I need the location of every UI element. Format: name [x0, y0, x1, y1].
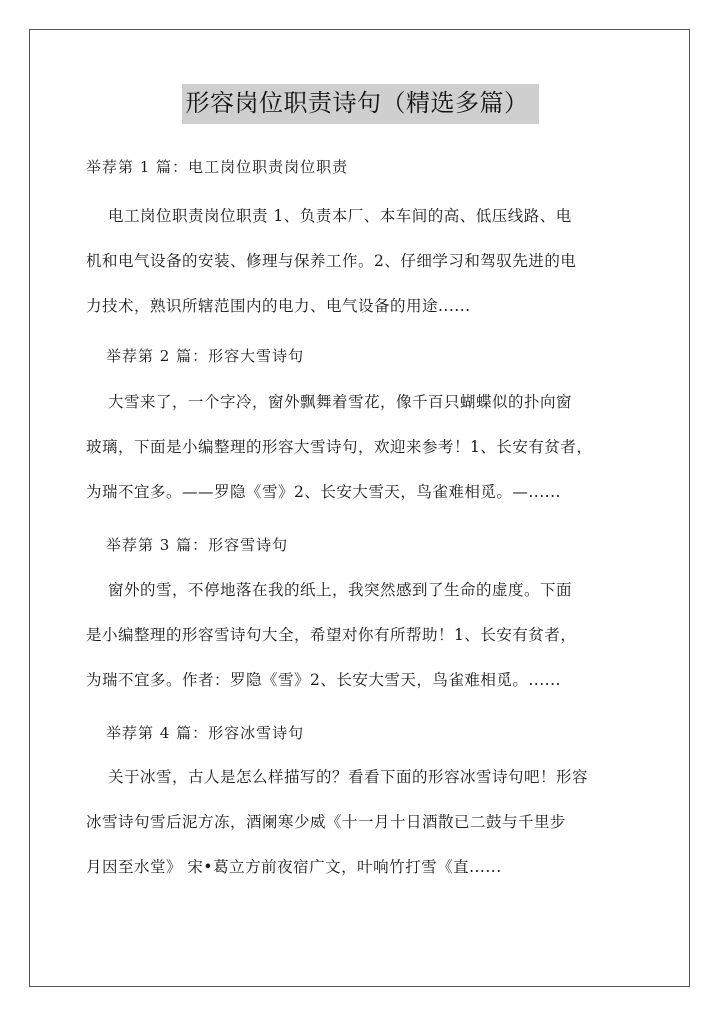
section-heading-4: 举荐第 4 篇：形容冰雪诗句 — [106, 724, 305, 742]
section-heading-1: 举荐第 1 篇：电工岗位职责岗位职责 — [86, 158, 349, 176]
section-paragraph-4 — [86, 755, 646, 890]
paragraph-line: 窗外的雪，不停地落在我的纸上，我突然感到了生命的虚度。下面 — [108, 581, 573, 599]
paragraph-line: 电工岗位职责岗位职责 1、负责本厂、本车间的高、低压线路、电 — [108, 207, 572, 225]
paragraph-line: 冰雪诗句雪后泥方冻，酒阑寒少威《十一月十日酒散已二鼓与千里步 — [86, 813, 567, 831]
document-title: 形容岗位职责诗句（精选多篇） — [182, 84, 539, 124]
section-heading-3: 举荐第 3 篇：形容雪诗句 — [106, 536, 289, 554]
paragraph-line: 力技术，熟识所辖范围内的电力、电气设备的用途...... — [86, 297, 471, 315]
paragraph-line: 是小编整理的形容雪诗句大全，希望对你有所帮助！1、长安有贫者， — [86, 626, 577, 644]
section-paragraph-3 — [86, 568, 646, 703]
paragraph-line: 关于冰雪，古人是怎么样描写的？看看下面的形容冰雪诗句吧！形容 — [108, 768, 589, 786]
paragraph-line: 为瑞不宜多。作者：罗隐《雪》2、长安大雪天，鸟雀难相觅。...... — [86, 671, 561, 689]
title-wrap — [0, 84, 720, 124]
paragraph-line: 机和电气设备的安装、修理与保养工作。2、仔细学习和驾驭先进的电 — [86, 252, 577, 270]
section-paragraph-1 — [86, 194, 646, 329]
paragraph-line: 为瑞不宜多。——罗隐《雪》2、长安大雪天，鸟雀难相觅。—...... — [86, 483, 561, 501]
section-paragraph-2 — [86, 380, 646, 515]
paragraph-line: 月因至水堂》 宋•葛立方前夜宿广文，叶响竹打雪《直...... — [86, 858, 502, 876]
section-heading-2: 举荐第 2 篇：形容大雪诗句 — [106, 347, 305, 365]
paragraph-line: 玻璃，下面是小编整理的形容大雪诗句，欢迎来参考！1、长安有贫者， — [86, 438, 593, 456]
paragraph-line: 大雪来了，一个字冷，窗外飘舞着雪花，像千百只蝴蝶似的扑向窗 — [108, 393, 573, 411]
